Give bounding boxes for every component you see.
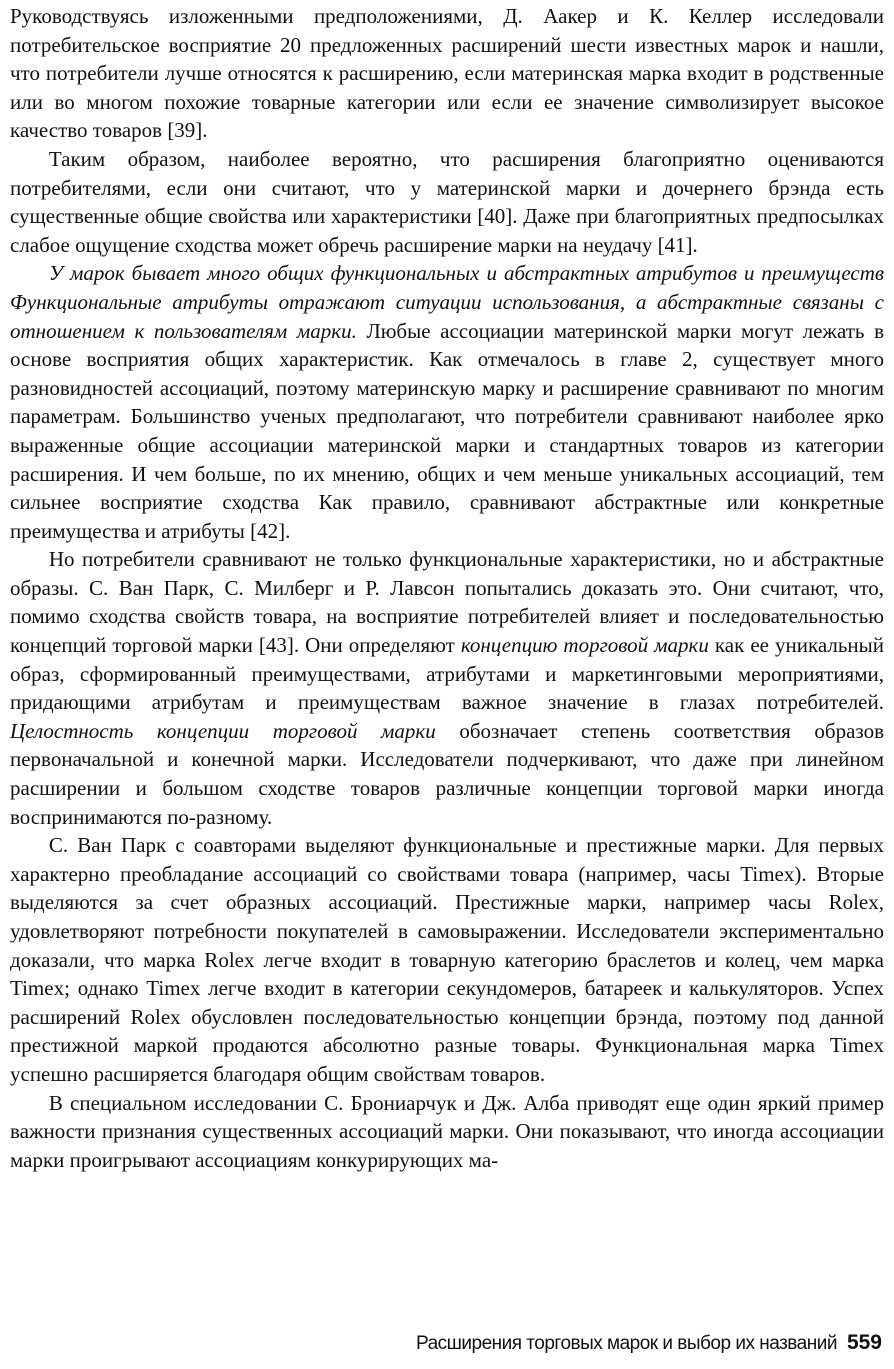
- paragraph-6: В специальном исследовании С. Брониарчук и Дж. Алба приводят еще один яркий пример важности признания существенных ассоциаций марки. Они показывают, что иногда ассоциации марки проигрывают ассоциациям конкурирующих ма-: [10, 1090, 884, 1172]
- body-text: [10, 2, 884, 1174]
- page-number: 559: [846, 1331, 882, 1354]
- term-brand-concept-integrity: Целостность концепции торговой марки: [10, 718, 436, 743]
- paragraph-3: [10, 259, 884, 545]
- term-brand-concept: концепцию торговой марки: [460, 633, 709, 658]
- italic-thesis: У марок бывает много общих функциональных и абстрактных атрибутов и преимуществ Функциональные атрибуты отражают ситуации использования, а абстрактные связаны с отношением к пользователям марки.: [10, 261, 884, 343]
- paragraph-1: Руководствуясь изложенными предположениями, Д. Аакер и К. Келлер исследовали потребительское восприятие 20 предложенных расширений шести известных марок и нашли, что потребители лучше относятся к расширению, если материнская марка входит в родственные или во многом похожие товарные категории или если ее значение символизирует высокое качество товаров [39].: [10, 4, 884, 143]
- paragraph-4-part-2: как ее уникальный образ, сформированный преимуществами, атрибутами и маркетинговыми мероприятиями, придающими атрибутам и преимуществам важное значение в глазах потребителей.: [10, 633, 884, 715]
- paragraph-3-body: Любые ассоциации материнской марки могут лежать в основе восприятия общих характеристик. Как отмечалось в главе 2, существует много разновидностей ассоциаций, поэтому материнскую марку и расширение сравнивают по многим параметрам. Большинство ученых предполагают, что потребители сравнивают наиболее ярко выраженные общие ассоциации материнской марки и стандартных товаров из категории расширения. И чем больше, по их мнению, общих и чем меньше уникальных ассоциаций, тем сильнее восприятие сходства Как правило, сравнивают абстрактные или конкретные преимущества и атрибуты [42].: [10, 318, 884, 543]
- paragraph-4: [10, 545, 884, 831]
- running-title: Расширения торговых марок и выбор их названий: [416, 1333, 837, 1354]
- paragraph-2: Таким образом, наиболее вероятно, что расширения благоприятно оцениваются потребителями, если они считают, что у материнской марки и дочернего брэнда есть существенные общие свойства или характеристики [40]. Даже при благоприятных предпосылках слабое ощущение сходства может обречь расширение марки на неудачу [41].: [10, 146, 884, 257]
- paragraph-4-part-1: Но потребители сравнивают не только функциональные характеристики, но и абстрактные образы. С. Ван Парк, С. Милберг и Р. Лавсон попытались доказать это. Они считают, что, помимо сходства свойств товара, на восприятие потребителей влияет и последовательностью концепций торговой марки [43]. Они определяют: [10, 547, 884, 658]
- paragraph-5: С. Ван Парк с соавторами выделяют функциональные и престижные марки. Для первых характерно преобладание ассоциаций со свойствами товара (например, часы Timex). Вторые выделяются за счет образных ассоциаций. Престижные марки, например часы Rolex, удовлетворяют потребности покупателей в самовыражении. Исследователи экспериментально доказали, что марка Rolex легче входит в товарную категорию браслетов и колец, чем марка Timex; однако Timex легче входит в категории секундомеров, батареек и калькуляторов. Успех расширений Rolex обусловлен последовательностью концепции брэнда, поэтому под данной престижной маркой продаются абсолютно разные товары. Функциональная марка Timex успешно расширяется благодаря общим свойствам товаров.: [10, 833, 884, 1086]
- paragraph-4-part-3: обозначает степень соответствия образов первоначальной и конечной марки. Исследователи подчеркивают, что даже при линейном расширении и большом сходстве товаров различные концепции торговой марки иногда воспринимаются по-разному.: [10, 718, 885, 829]
- page-footer: [416, 1331, 882, 1355]
